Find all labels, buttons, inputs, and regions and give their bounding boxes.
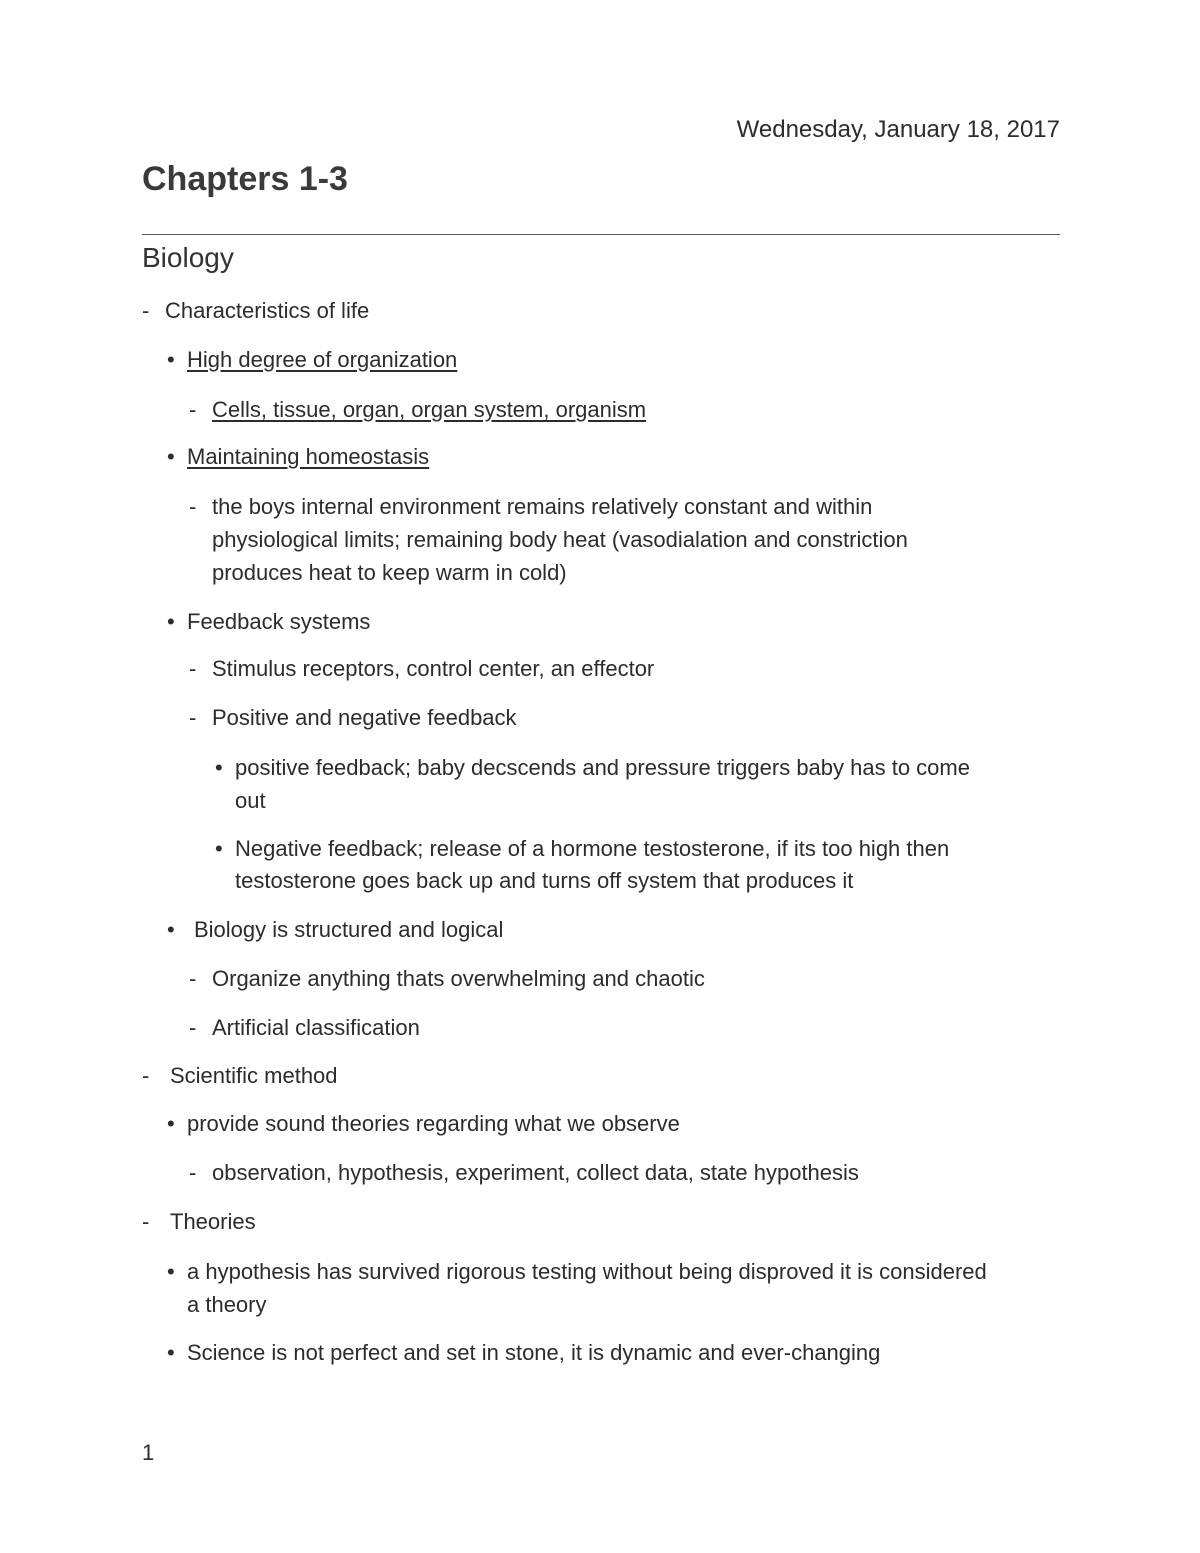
dash-marker: - bbox=[189, 397, 197, 422]
list-item: produces heat to keep warm in cold) bbox=[212, 560, 567, 585]
list-item: physiological limits; remaining body heat (vasodialation and constriction bbox=[212, 527, 908, 552]
list-item: Biology is structured and logical bbox=[194, 917, 504, 942]
list-item: High degree of organization bbox=[187, 347, 458, 372]
bullet-marker: • bbox=[167, 917, 175, 942]
dash-marker: - bbox=[189, 656, 197, 681]
list-item: a hypothesis has survived rigorous testing without being disproved it is considered bbox=[187, 1259, 987, 1284]
list-item: the boys internal environment remains relatively constant and within bbox=[212, 494, 873, 519]
title-divider bbox=[142, 234, 1060, 235]
dash-marker: - bbox=[142, 1063, 150, 1088]
list-item: Negative feedback; release of a hormone testosterone, if its too high then bbox=[235, 836, 950, 861]
list-item: Theories bbox=[170, 1209, 256, 1234]
list-item: testosterone goes back up and turns off system that produces it bbox=[235, 868, 854, 893]
bullet-marker: • bbox=[167, 609, 175, 634]
dash-marker: - bbox=[189, 494, 197, 519]
list-item: out bbox=[235, 788, 266, 813]
dash-marker: - bbox=[142, 298, 150, 323]
dash-marker: - bbox=[142, 1209, 150, 1234]
page-title: Chapters 1-3 bbox=[142, 160, 348, 198]
list-item: Feedback systems bbox=[187, 609, 371, 634]
list-item: Maintaining homeostasis bbox=[187, 444, 430, 469]
page-number: 1 bbox=[142, 1440, 155, 1465]
list-item: Organize anything thats overwhelming and chaotic bbox=[212, 966, 705, 991]
dash-marker: - bbox=[189, 1160, 197, 1185]
list-item: observation, hypothesis, experiment, collect data, state hypothesis bbox=[212, 1160, 859, 1185]
bullet-marker: • bbox=[215, 836, 223, 861]
list-item: Characteristics of life bbox=[165, 298, 370, 323]
dash-marker: - bbox=[189, 1015, 197, 1040]
list-item: Science is not perfect and set in stone, it is dynamic and ever-changing bbox=[187, 1340, 881, 1365]
bullet-marker: • bbox=[167, 1340, 175, 1365]
list-item: positive feedback; baby decscends and pressure triggers baby has to come bbox=[235, 755, 970, 780]
list-item: Scientific method bbox=[170, 1063, 338, 1088]
list-item: Artificial classification bbox=[212, 1015, 420, 1040]
bullet-marker: • bbox=[215, 755, 223, 780]
list-item: Cells, tissue, organ, organ system, organism bbox=[212, 397, 647, 422]
dash-marker: - bbox=[189, 705, 197, 730]
bullet-marker: • bbox=[167, 1259, 175, 1284]
dash-marker: - bbox=[189, 966, 197, 991]
bullet-marker: • bbox=[167, 444, 175, 469]
list-item: provide sound theories regarding what we observe bbox=[187, 1111, 680, 1136]
note-date: Wednesday, January 18, 2017 bbox=[736, 116, 1060, 143]
bullet-marker: • bbox=[167, 347, 175, 372]
list-item: a theory bbox=[187, 1292, 267, 1317]
list-item: Stimulus receptors, control center, an effector bbox=[212, 656, 655, 681]
list-item: Positive and negative feedback bbox=[212, 705, 517, 730]
section-heading: Biology bbox=[142, 242, 234, 273]
bullet-marker: • bbox=[167, 1111, 175, 1136]
